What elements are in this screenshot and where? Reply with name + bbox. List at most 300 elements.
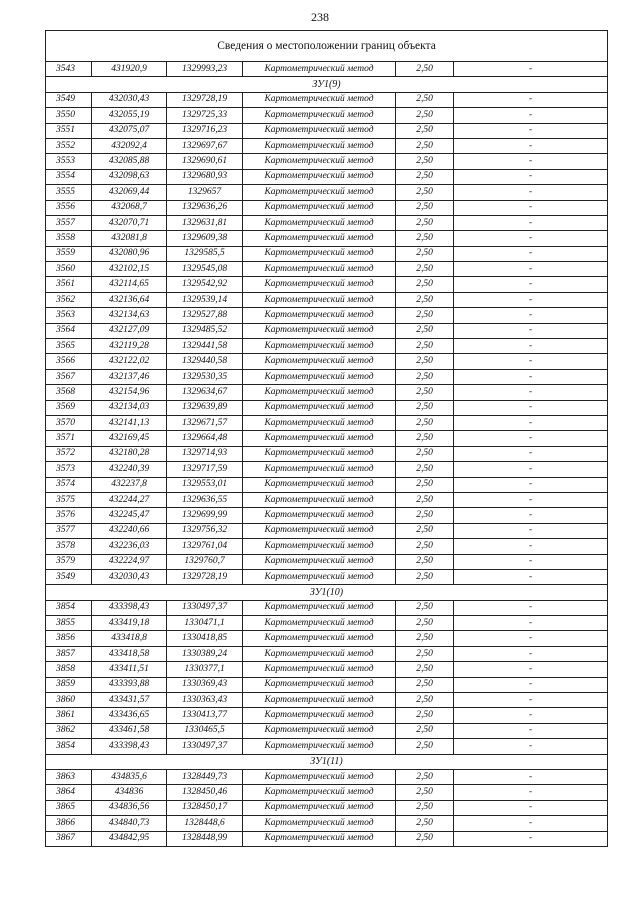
point-number-cell: 3863 (46, 769, 92, 784)
description-cell: - (454, 108, 608, 123)
x-coordinate-cell: 432081,8 (92, 231, 167, 246)
table-row (46, 554, 608, 569)
table-row (46, 662, 608, 677)
table-row (46, 277, 608, 292)
point-number-cell: 3854 (46, 600, 92, 615)
y-coordinate-cell: 1329993,23 (167, 62, 243, 77)
method-cell: Картометрический метод (243, 415, 396, 430)
point-number-cell: 3560 (46, 262, 92, 277)
x-coordinate-cell: 432075,07 (92, 123, 167, 138)
accuracy-cell: 2,50 (396, 492, 454, 507)
point-number-cell: 3554 (46, 169, 92, 184)
x-coordinate-cell: 434842,95 (92, 831, 167, 846)
x-coordinate-cell: 432141,13 (92, 415, 167, 430)
x-coordinate-cell: 433393,88 (92, 677, 167, 692)
point-number-cell: 3859 (46, 677, 92, 692)
x-coordinate-cell: 433419,18 (92, 616, 167, 631)
accuracy-cell: 2,50 (396, 693, 454, 708)
accuracy-cell: 2,50 (396, 215, 454, 230)
accuracy-cell: 2,50 (396, 816, 454, 831)
x-coordinate-cell: 432092,4 (92, 138, 167, 153)
method-cell: Картометрический метод (243, 462, 396, 477)
point-number-cell: 3557 (46, 215, 92, 230)
section-row (46, 77, 608, 92)
accuracy-cell: 2,50 (396, 769, 454, 784)
accuracy-cell: 2,50 (396, 308, 454, 323)
point-number-cell: 3553 (46, 154, 92, 169)
table-row (46, 108, 608, 123)
accuracy-cell: 2,50 (396, 831, 454, 846)
point-number-cell: 3565 (46, 339, 92, 354)
point-number-cell: 3573 (46, 462, 92, 477)
accuracy-cell: 2,50 (396, 723, 454, 738)
x-coordinate-cell: 432085,88 (92, 154, 167, 169)
x-coordinate-cell: 433418,8 (92, 631, 167, 646)
table-row (46, 723, 608, 738)
x-coordinate-cell: 432119,28 (92, 339, 167, 354)
y-coordinate-cell: 1328450,17 (167, 800, 243, 815)
accuracy-cell: 2,50 (396, 708, 454, 723)
x-coordinate-cell: 432127,09 (92, 323, 167, 338)
description-cell: - (454, 215, 608, 230)
y-coordinate-cell: 1329690,61 (167, 154, 243, 169)
x-coordinate-cell: 432237,8 (92, 477, 167, 492)
accuracy-cell: 2,50 (396, 246, 454, 261)
y-coordinate-cell: 1329756,32 (167, 523, 243, 538)
x-coordinate-cell: 432180,28 (92, 446, 167, 461)
description-cell: - (454, 169, 608, 184)
y-coordinate-cell: 1329440,58 (167, 354, 243, 369)
table-row (46, 431, 608, 446)
method-cell: Картометрический метод (243, 523, 396, 538)
description-cell: - (454, 400, 608, 415)
table-row (46, 769, 608, 784)
description-cell: - (454, 677, 608, 692)
y-coordinate-cell: 1329680,93 (167, 169, 243, 184)
method-cell: Картометрический метод (243, 400, 396, 415)
table-row (46, 739, 608, 754)
method-cell: Картометрический метод (243, 215, 396, 230)
y-coordinate-cell: 1329716,23 (167, 123, 243, 138)
accuracy-cell: 2,50 (396, 323, 454, 338)
point-number-cell: 3855 (46, 616, 92, 631)
table-row (46, 185, 608, 200)
method-cell: Картометрический метод (243, 769, 396, 784)
table-row (46, 215, 608, 230)
accuracy-cell: 2,50 (396, 785, 454, 800)
method-cell: Картометрический метод (243, 446, 396, 461)
point-number-cell: 3865 (46, 800, 92, 815)
accuracy-cell: 2,50 (396, 631, 454, 646)
y-coordinate-cell: 1329761,04 (167, 539, 243, 554)
table-title-row (46, 31, 608, 62)
point-number-cell: 3550 (46, 108, 92, 123)
point-number-cell: 3575 (46, 492, 92, 507)
method-cell: Картометрический метод (243, 92, 396, 107)
y-coordinate-cell: 1330418,85 (167, 631, 243, 646)
point-number-cell: 3559 (46, 246, 92, 261)
table-row (46, 616, 608, 631)
table-row (46, 154, 608, 169)
table-row (46, 246, 608, 261)
table-row (46, 462, 608, 477)
section-label: ЗУ1(11) (46, 754, 608, 769)
accuracy-cell: 2,50 (396, 339, 454, 354)
method-cell: Картометрический метод (243, 292, 396, 307)
method-cell: Картометрический метод (243, 708, 396, 723)
table-row (46, 339, 608, 354)
point-number-cell: 3854 (46, 739, 92, 754)
accuracy-cell: 2,50 (396, 200, 454, 215)
table-row (46, 492, 608, 507)
description-cell: - (454, 369, 608, 384)
table-row (46, 816, 608, 831)
description-cell: - (454, 785, 608, 800)
y-coordinate-cell: 1328448,6 (167, 816, 243, 831)
y-coordinate-cell: 1329664,48 (167, 431, 243, 446)
description-cell: - (454, 231, 608, 246)
method-cell: Картометрический метод (243, 739, 396, 754)
table-row (46, 231, 608, 246)
accuracy-cell: 2,50 (396, 138, 454, 153)
section-row (46, 754, 608, 769)
table-row (46, 677, 608, 692)
table-row (46, 508, 608, 523)
table-row (46, 169, 608, 184)
method-cell: Картометрический метод (243, 246, 396, 261)
table-row (46, 292, 608, 307)
accuracy-cell: 2,50 (396, 554, 454, 569)
table-row (46, 785, 608, 800)
x-coordinate-cell: 433398,43 (92, 739, 167, 754)
x-coordinate-cell: 432030,43 (92, 569, 167, 584)
point-number-cell: 3574 (46, 477, 92, 492)
x-coordinate-cell: 431920,9 (92, 62, 167, 77)
description-cell: - (454, 569, 608, 584)
method-cell: Картометрический метод (243, 492, 396, 507)
description-cell: - (454, 339, 608, 354)
y-coordinate-cell: 1330471,1 (167, 616, 243, 631)
section-label: ЗУ1(9) (46, 77, 608, 92)
accuracy-cell: 2,50 (396, 185, 454, 200)
y-coordinate-cell: 1329717,59 (167, 462, 243, 477)
y-coordinate-cell: 1329697,67 (167, 138, 243, 153)
description-cell: - (454, 831, 608, 846)
y-coordinate-cell: 1329639,89 (167, 400, 243, 415)
table-row (46, 523, 608, 538)
y-coordinate-cell: 1330497,37 (167, 739, 243, 754)
table-row (46, 446, 608, 461)
method-cell: Картометрический метод (243, 646, 396, 661)
description-cell: - (454, 62, 608, 77)
table-row (46, 600, 608, 615)
accuracy-cell: 2,50 (396, 600, 454, 615)
x-coordinate-cell: 433431,57 (92, 693, 167, 708)
accuracy-cell: 2,50 (396, 123, 454, 138)
point-number-cell: 3571 (46, 431, 92, 446)
description-cell: - (454, 262, 608, 277)
x-coordinate-cell: 432069,44 (92, 185, 167, 200)
table-row (46, 477, 608, 492)
method-cell: Картометрический метод (243, 785, 396, 800)
point-number-cell: 3566 (46, 354, 92, 369)
description-cell: - (454, 138, 608, 153)
method-cell: Картометрический метод (243, 154, 396, 169)
table-row (46, 262, 608, 277)
x-coordinate-cell: 432055,19 (92, 108, 167, 123)
table-title: Сведения о местоположении границ объекта (46, 31, 608, 62)
point-number-cell: 3861 (46, 708, 92, 723)
description-cell: - (454, 323, 608, 338)
accuracy-cell: 2,50 (396, 677, 454, 692)
point-number-cell: 3556 (46, 200, 92, 215)
y-coordinate-cell: 1329530,35 (167, 369, 243, 384)
description-cell: - (454, 92, 608, 107)
point-number-cell: 3563 (46, 308, 92, 323)
description-cell: - (454, 431, 608, 446)
y-coordinate-cell: 1329539,14 (167, 292, 243, 307)
description-cell: - (454, 246, 608, 261)
point-number-cell: 3867 (46, 831, 92, 846)
y-coordinate-cell: 1329728,19 (167, 92, 243, 107)
accuracy-cell: 2,50 (396, 231, 454, 246)
accuracy-cell: 2,50 (396, 739, 454, 754)
description-cell: - (454, 354, 608, 369)
x-coordinate-cell: 432236,03 (92, 539, 167, 554)
accuracy-cell: 2,50 (396, 400, 454, 415)
description-cell: - (454, 616, 608, 631)
y-coordinate-cell: 1330363,43 (167, 693, 243, 708)
method-cell: Картометрический метод (243, 723, 396, 738)
table-row (46, 369, 608, 384)
y-coordinate-cell: 1329631,81 (167, 215, 243, 230)
x-coordinate-cell: 432114,65 (92, 277, 167, 292)
method-cell: Картометрический метод (243, 554, 396, 569)
method-cell: Картометрический метод (243, 631, 396, 646)
accuracy-cell: 2,50 (396, 369, 454, 384)
point-number-cell: 3549 (46, 569, 92, 584)
point-number-cell: 3579 (46, 554, 92, 569)
method-cell: Картометрический метод (243, 477, 396, 492)
x-coordinate-cell: 432134,63 (92, 308, 167, 323)
table-row (46, 92, 608, 107)
table-row (46, 200, 608, 215)
description-cell: - (454, 154, 608, 169)
table-row (46, 569, 608, 584)
method-cell: Картометрический метод (243, 831, 396, 846)
y-coordinate-cell: 1329545,08 (167, 262, 243, 277)
x-coordinate-cell: 433436,65 (92, 708, 167, 723)
table-row (46, 123, 608, 138)
accuracy-cell: 2,50 (396, 385, 454, 400)
description-cell: - (454, 769, 608, 784)
x-coordinate-cell: 432068,7 (92, 200, 167, 215)
description-cell: - (454, 477, 608, 492)
y-coordinate-cell: 1329728,19 (167, 569, 243, 584)
description-cell: - (454, 600, 608, 615)
table-row (46, 323, 608, 338)
y-coordinate-cell: 1329441,58 (167, 339, 243, 354)
accuracy-cell: 2,50 (396, 92, 454, 107)
method-cell: Картометрический метод (243, 169, 396, 184)
y-coordinate-cell: 1329714,93 (167, 446, 243, 461)
description-cell: - (454, 554, 608, 569)
description-cell: - (454, 446, 608, 461)
y-coordinate-cell: 1329553,01 (167, 477, 243, 492)
method-cell: Картометрический метод (243, 369, 396, 384)
table-row (46, 354, 608, 369)
table-row (46, 308, 608, 323)
method-cell: Картометрический метод (243, 138, 396, 153)
method-cell: Картометрический метод (243, 569, 396, 584)
description-cell: - (454, 385, 608, 400)
description-cell: - (454, 462, 608, 477)
x-coordinate-cell: 433398,43 (92, 600, 167, 615)
y-coordinate-cell: 1328450,46 (167, 785, 243, 800)
method-cell: Картометрический метод (243, 62, 396, 77)
description-cell: - (454, 816, 608, 831)
description-cell: - (454, 508, 608, 523)
accuracy-cell: 2,50 (396, 662, 454, 677)
description-cell: - (454, 308, 608, 323)
point-number-cell: 3552 (46, 138, 92, 153)
method-cell: Картометрический метод (243, 816, 396, 831)
description-cell: - (454, 800, 608, 815)
x-coordinate-cell: 432224,97 (92, 554, 167, 569)
method-cell: Картометрический метод (243, 200, 396, 215)
y-coordinate-cell: 1329636,26 (167, 200, 243, 215)
method-cell: Картометрический метод (243, 431, 396, 446)
point-number-cell: 3858 (46, 662, 92, 677)
y-coordinate-cell: 1330497,37 (167, 600, 243, 615)
method-cell: Картометрический метод (243, 108, 396, 123)
method-cell: Картометрический метод (243, 800, 396, 815)
method-cell: Картометрический метод (243, 308, 396, 323)
x-coordinate-cell: 432070,71 (92, 215, 167, 230)
accuracy-cell: 2,50 (396, 800, 454, 815)
x-coordinate-cell: 432122,02 (92, 354, 167, 369)
table-row (46, 800, 608, 815)
method-cell: Картометрический метод (243, 323, 396, 338)
accuracy-cell: 2,50 (396, 646, 454, 661)
x-coordinate-cell: 432102,15 (92, 262, 167, 277)
y-coordinate-cell: 1329725,33 (167, 108, 243, 123)
point-number-cell: 3576 (46, 508, 92, 523)
y-coordinate-cell: 1329634,67 (167, 385, 243, 400)
description-cell: - (454, 492, 608, 507)
x-coordinate-cell: 434836 (92, 785, 167, 800)
description-cell: - (454, 539, 608, 554)
y-coordinate-cell: 1329657 (167, 185, 243, 200)
accuracy-cell: 2,50 (396, 477, 454, 492)
point-number-cell: 3572 (46, 446, 92, 461)
y-coordinate-cell: 1330369,43 (167, 677, 243, 692)
boundary-coordinates-table (45, 30, 608, 847)
point-number-cell: 3549 (46, 92, 92, 107)
method-cell: Картометрический метод (243, 339, 396, 354)
description-cell: - (454, 662, 608, 677)
description-cell: - (454, 292, 608, 307)
description-cell: - (454, 123, 608, 138)
y-coordinate-cell: 1329760,7 (167, 554, 243, 569)
accuracy-cell: 2,50 (396, 539, 454, 554)
description-cell: - (454, 739, 608, 754)
point-number-cell: 3856 (46, 631, 92, 646)
method-cell: Картометрический метод (243, 123, 396, 138)
description-cell: - (454, 185, 608, 200)
point-number-cell: 3862 (46, 723, 92, 738)
method-cell: Картометрический метод (243, 677, 396, 692)
x-coordinate-cell: 432098,63 (92, 169, 167, 184)
x-coordinate-cell: 433461,58 (92, 723, 167, 738)
point-number-cell: 3558 (46, 231, 92, 246)
point-number-cell: 3555 (46, 185, 92, 200)
y-coordinate-cell: 1328449,73 (167, 769, 243, 784)
point-number-cell: 3577 (46, 523, 92, 538)
x-coordinate-cell: 434835,6 (92, 769, 167, 784)
x-coordinate-cell: 433418,58 (92, 646, 167, 661)
description-cell: - (454, 523, 608, 538)
method-cell: Картометрический метод (243, 262, 396, 277)
y-coordinate-cell: 1329636,55 (167, 492, 243, 507)
accuracy-cell: 2,50 (396, 508, 454, 523)
y-coordinate-cell: 1328448,99 (167, 831, 243, 846)
point-number-cell: 3551 (46, 123, 92, 138)
method-cell: Картометрический метод (243, 277, 396, 292)
method-cell: Картометрический метод (243, 600, 396, 615)
point-number-cell: 3567 (46, 369, 92, 384)
method-cell: Картометрический метод (243, 616, 396, 631)
description-cell: - (454, 708, 608, 723)
accuracy-cell: 2,50 (396, 154, 454, 169)
accuracy-cell: 2,50 (396, 462, 454, 477)
accuracy-cell: 2,50 (396, 415, 454, 430)
point-number-cell: 3562 (46, 292, 92, 307)
method-cell: Картометрический метод (243, 662, 396, 677)
table-row (46, 831, 608, 846)
y-coordinate-cell: 1329699,99 (167, 508, 243, 523)
x-coordinate-cell: 432240,39 (92, 462, 167, 477)
point-number-cell: 3866 (46, 816, 92, 831)
accuracy-cell: 2,50 (396, 108, 454, 123)
y-coordinate-cell: 1329527,88 (167, 308, 243, 323)
point-number-cell: 3857 (46, 646, 92, 661)
table-row (46, 62, 608, 77)
method-cell: Картометрический метод (243, 693, 396, 708)
x-coordinate-cell: 432169,45 (92, 431, 167, 446)
point-number-cell: 3543 (46, 62, 92, 77)
x-coordinate-cell: 434836,56 (92, 800, 167, 815)
y-coordinate-cell: 1329585,5 (167, 246, 243, 261)
method-cell: Картометрический метод (243, 231, 396, 246)
section-row (46, 585, 608, 600)
description-cell: - (454, 646, 608, 661)
point-number-cell: 3564 (46, 323, 92, 338)
table-row (46, 138, 608, 153)
accuracy-cell: 2,50 (396, 446, 454, 461)
x-coordinate-cell: 432030,43 (92, 92, 167, 107)
y-coordinate-cell: 1329485,52 (167, 323, 243, 338)
accuracy-cell: 2,50 (396, 354, 454, 369)
point-number-cell: 3569 (46, 400, 92, 415)
x-coordinate-cell: 432134,03 (92, 400, 167, 415)
x-coordinate-cell: 433411,51 (92, 662, 167, 677)
section-label: ЗУ1(10) (46, 585, 608, 600)
description-cell: - (454, 723, 608, 738)
y-coordinate-cell: 1330389,24 (167, 646, 243, 661)
accuracy-cell: 2,50 (396, 169, 454, 184)
table-row (46, 415, 608, 430)
